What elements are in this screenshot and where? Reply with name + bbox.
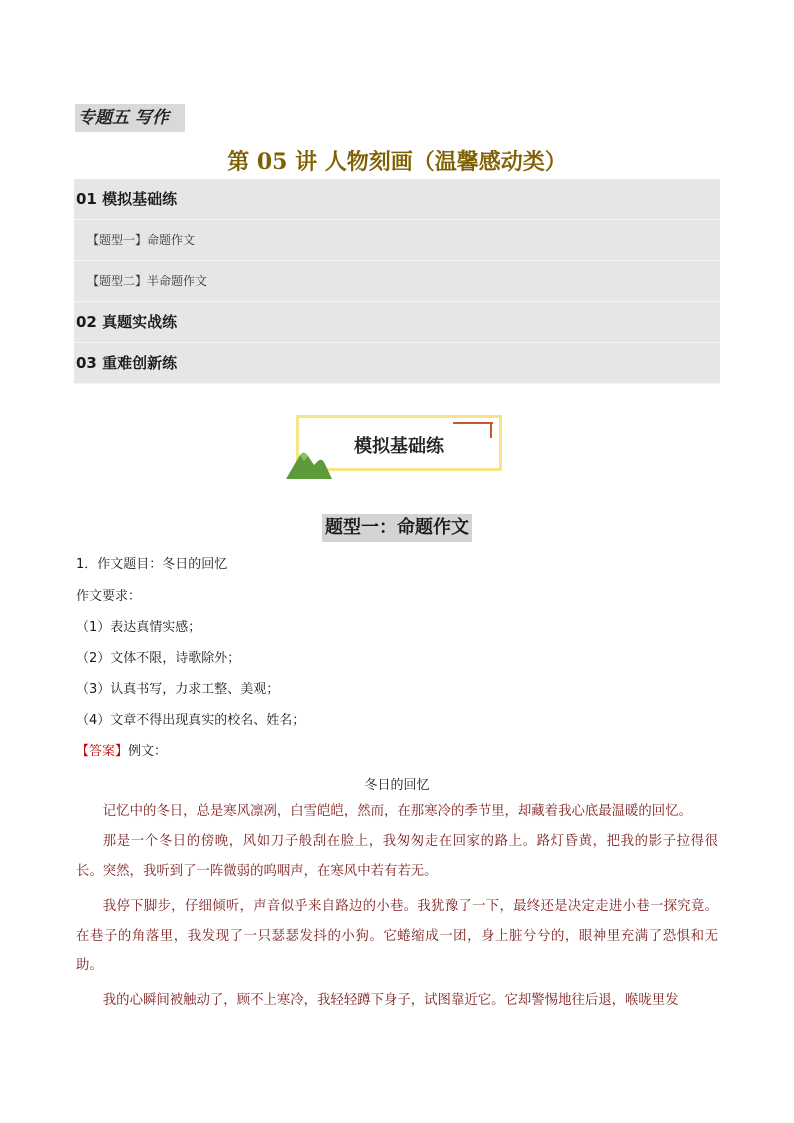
- essay-title: 冬日的回忆: [364, 778, 430, 793]
- essay-paragraph: 我的心瞬间被触动了，顾不上寒冷，我轻轻蹲下身子，试图靠近它。它却警惕地往后退，喉咙里发: [102, 993, 679, 1008]
- section-title: 题型一：命题作文: [322, 514, 472, 542]
- requirement-item: （3）认真书写，力求工整、美观；: [76, 682, 280, 697]
- mountain-icon: [284, 447, 334, 481]
- requirement-item: （2）文体不限，诗歌除外；: [76, 651, 241, 666]
- essay-paragraph: 那是一个冬日的傍晚，风如刀子般刮在脸上，我匆匆走在回家的路上。路灯昏黄，把我的影子拉得很长。突然，我听到了一阵微弱的呜咽声，在寒风中若有若无。: [76, 834, 718, 879]
- answer-line: [76, 740, 167, 759]
- requirements-label: 作文要求：: [76, 589, 142, 604]
- table-of-contents: [74, 179, 720, 384]
- toc-item[interactable]: 【题型二】半命题作文: [74, 261, 720, 302]
- topic-label: 专题五 写作: [75, 104, 185, 132]
- requirement-item: （4）文章不得出现真实的校名、姓名；: [76, 713, 306, 728]
- toc-item[interactable]: 03 重难创新练: [74, 343, 720, 384]
- question-title: 1．作文题目：冬日的回忆: [76, 557, 228, 572]
- lecture-title: 第 05 讲 人物刻画（温馨感动类）: [227, 149, 567, 175]
- requirement-item: （1）表达真情实感；: [76, 620, 202, 635]
- toc-item[interactable]: 01 模拟基础练: [74, 179, 720, 220]
- banner-title: 模拟基础练: [354, 436, 444, 457]
- essay-paragraph: 我停下脚步，仔细倾听，声音似乎来自路边的小巷。我犹豫了一下，最终还是决定走进小巷一探究竟。在巷子的角落里，我发现了一只瑟瑟发抖的小狗。它蜷缩成一团，身上脏兮兮的，眼神里充满了恐惧和无助。: [76, 899, 718, 974]
- essay-paragraph: 记忆中的冬日，总是寒风凛冽，白雪皑皑，然而，在那寒冷的季节里，却藏着我心底最温暖的回忆。: [102, 804, 692, 819]
- banner-decoration: [453, 422, 493, 424]
- answer-prefix: 例文：: [128, 744, 168, 759]
- toc-item[interactable]: 【题型一】命题作文: [74, 220, 720, 261]
- toc-item[interactable]: 02 真题实战练: [74, 302, 720, 343]
- answer-label: 【答案】: [76, 744, 129, 759]
